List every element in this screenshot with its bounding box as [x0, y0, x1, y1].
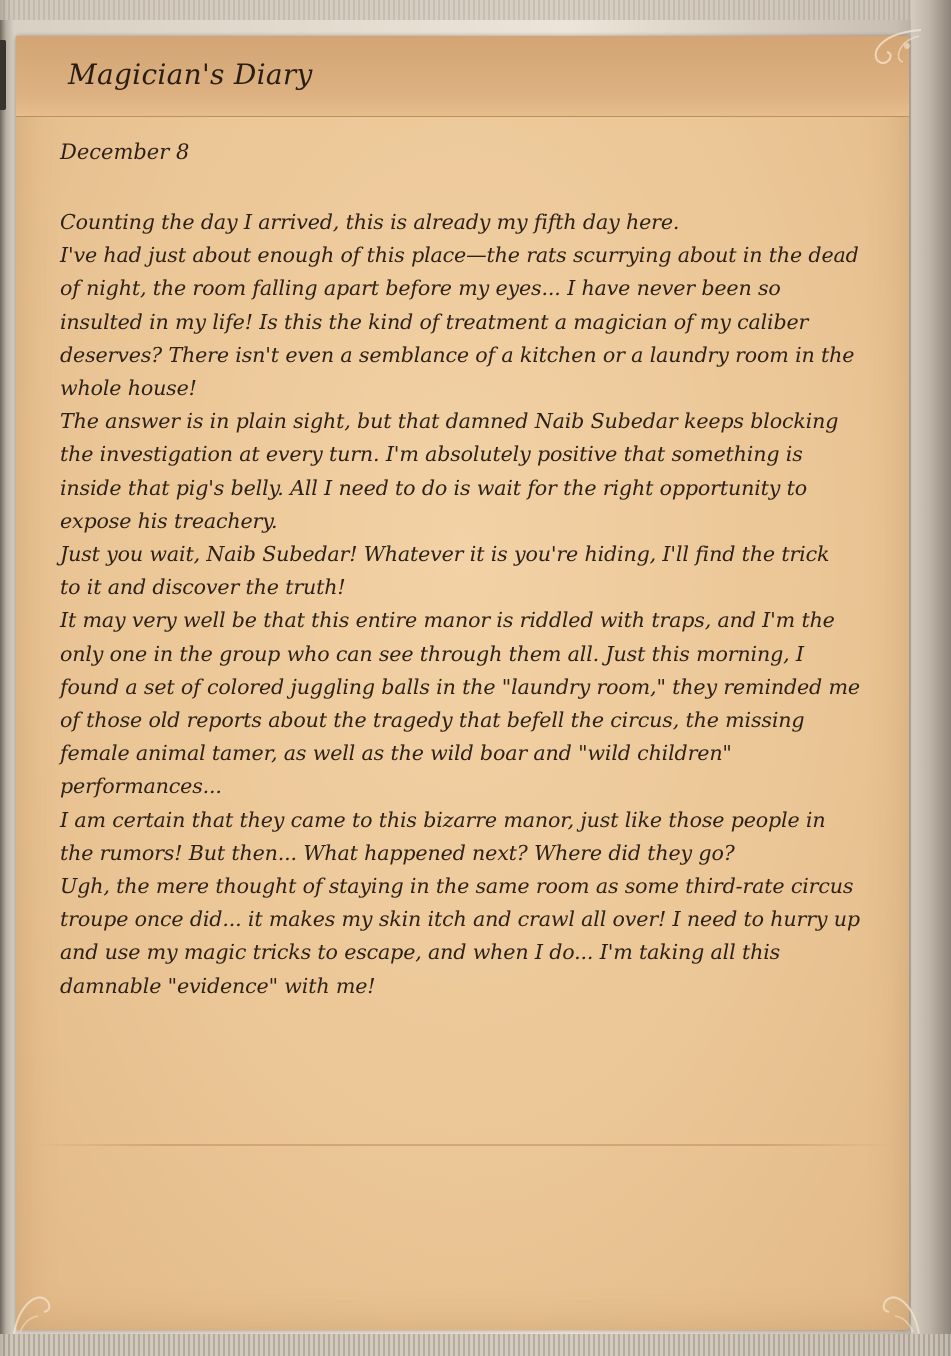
diary-page[interactable] [16, 36, 909, 1330]
diary-line: It may very well be that this entire manor is riddled with traps, and I'm the [60, 608, 835, 633]
diary-line: found a set of colored juggling balls in the "laundry room," they reminded me [60, 674, 860, 699]
page-divider [30, 1144, 896, 1146]
filigree-corner-icon [10, 1248, 100, 1338]
diary-line: performances... [60, 774, 222, 799]
diary-title: Magician's Diary [68, 58, 313, 91]
diary-line: of those old reports about the tragedy that befell the circus, the missing [60, 708, 805, 733]
diary-date: December 8 [60, 140, 190, 164]
diary-line: expose his treachery. [60, 508, 278, 533]
diary-line: The answer is in plain sight, but that damned Naib Subedar keeps blocking [60, 409, 839, 434]
diary-line: Counting the day I arrived, this is already my fifth day here. [60, 210, 680, 234]
diary-line: Ugh, the mere thought of staying in the same room as some third-rate circus [60, 874, 854, 899]
diary-line: troupe once did... it makes my skin itch and crawl all over! I need to hurry up [60, 907, 860, 932]
diary-line: female animal tamer, as well as the wild boar and "wild children" [60, 741, 732, 766]
diary-line: of night, the room falling apart before my eyes... I have never been so [60, 276, 781, 301]
diary-line: the investigation at every turn. I'm absolutely positive that something is [60, 442, 803, 467]
diary-line: and use my magic tricks to escape, and when I do... I'm taking all this [60, 940, 781, 965]
left-edge-tab [0, 40, 6, 110]
diary-line: I've had just about enough of this place—the rats scurrying about in the dead [60, 243, 859, 268]
diary-line: Just you wait, Naib Subedar! Whatever it is you're hiding, I'll find the trick [60, 542, 830, 567]
frame-bottom-edge [0, 1334, 951, 1356]
diary-line: to it and discover the truth! [60, 575, 346, 600]
diary-line: inside that pig's belly. All I need to do is wait for the right opportunity to [60, 475, 808, 500]
diary-header [16, 36, 909, 117]
frame-right-edge [911, 0, 951, 1356]
diary-line: insulted in my life! Is this the kind of treatment a magician of my caliber [60, 309, 809, 334]
frame-top-edge [0, 0, 951, 20]
diary-line: whole house! [60, 376, 197, 401]
filigree-corner-icon [833, 1248, 923, 1338]
diary-line: the rumors! But then... What happened next? Where did they go? [60, 840, 735, 865]
diary-line: deserves? There isn't even a semblance of a kitchen or a laundry room in the [60, 342, 855, 367]
diary-line: damnable "evidence" with me! [60, 973, 376, 998]
diary-entry-text [60, 206, 860, 1003]
diary-line: only one in the group who can see through them all. Just this morning, I [60, 641, 804, 666]
diary-line: I am certain that they came to this bizarre manor, just like those people in [60, 807, 826, 832]
